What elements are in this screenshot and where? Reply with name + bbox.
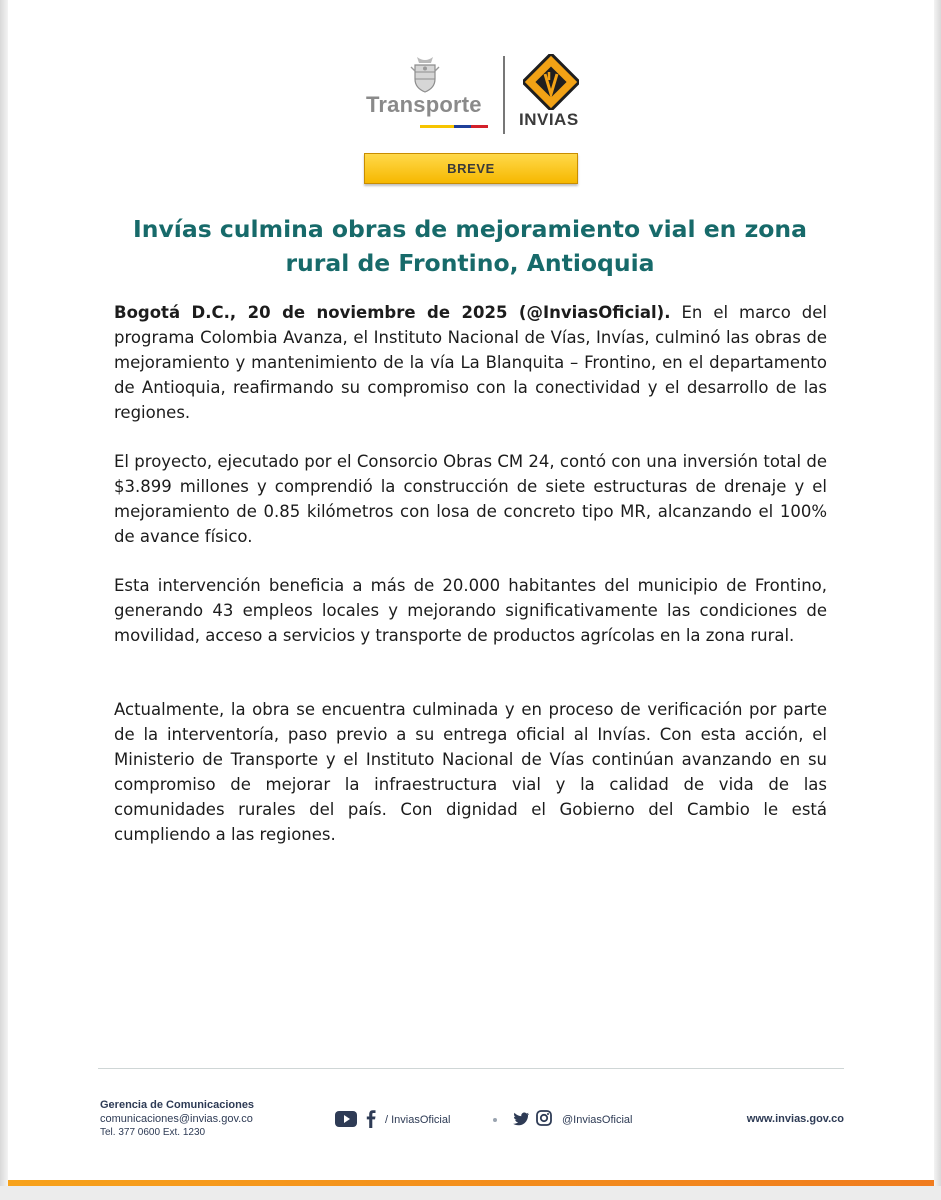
paragraph-2: El proyecto, ejecutado por el Consorcio Obras CM 24, contó con una inversión total de $3.899 millones y comprendió la construcción de siete estructuras de drenaje y el mejoramiento de 0.85 kilómetros con losa de concreto tipo MR, alcanzando el 100% de avance físico.	[114, 452, 827, 546]
invias-logo	[516, 52, 596, 142]
logo-divider	[503, 56, 505, 134]
youtube-icon[interactable]	[335, 1110, 357, 1128]
breve-banner: BREVE	[364, 153, 578, 184]
footer-email[interactable]: comunicaciones@invias.gov.co	[100, 1113, 253, 1125]
page-frame-right	[934, 0, 941, 1200]
article-title: Invías culmina obras de mejoramiento vial en zona rural de Frontino, Antioquia	[133, 215, 807, 277]
footer-social	[335, 1110, 655, 1130]
invias-mark-icon	[523, 54, 579, 110]
page-frame-bottom	[0, 1186, 941, 1200]
twitter-icon[interactable]	[512, 1110, 530, 1128]
footer-handle-1[interactable]: / InviasOficial	[385, 1114, 451, 1126]
footer-website[interactable]: www.invias.gov.co	[746, 1113, 844, 1125]
instagram-icon[interactable]	[536, 1110, 552, 1126]
footer-phone: Tel. 377 0600 Ext. 1230	[100, 1127, 206, 1138]
page-frame-left	[0, 0, 8, 1200]
footer-contact	[100, 1098, 300, 1140]
header-logos	[360, 52, 600, 142]
footer-accent-strip	[8, 1180, 934, 1186]
paragraph-1	[114, 300, 827, 425]
ministry-name: Transporte	[366, 92, 482, 117]
paragraph-4: Actualmente, la obra se encuentra culminada y en proceso de verificación por parte de la interventoría, paso previo a su entrega oficial al Invías. Con esta acción, el Ministerio de Transporte y el Instituto Nacional de Vías continúan avanzando en su compromiso de mejorar la infraestructura vial y la calidad de vida de las comunidades rurales del país. Con dignidad el Gobierno del Cambio le está cumpliendo a las regiones.	[114, 700, 827, 844]
paragraph-3: Esta intervención beneficia a más de 20.000 habitantes del municipio de Frontino, generando 43 empleos locales y mejorando significativamente las condiciones de movilidad, acceso a servicios y transporte de productos agrícolas en la zona rural.	[114, 576, 827, 645]
paragraph-1-text: En el marco del programa Colombia Avanza, el Instituto Nacional de Vías, Invías, culminó las obras de mejoramiento y mantenimiento de la vía La Blanquita – Frontino, en el departamento de Antioquia, reafirmando su compromiso con la conectividad y el desarrollo de las regiones.	[114, 303, 827, 422]
footer-separator-dot	[493, 1118, 497, 1122]
footer-department: Gerencia de Comunicaciones	[100, 1099, 255, 1111]
colombia-flag-bar	[420, 125, 488, 128]
agency-name: INVIAS	[519, 110, 579, 129]
coat-of-arms-icon	[408, 55, 442, 93]
ministry-logo	[360, 52, 495, 142]
footer-divider	[98, 1068, 844, 1069]
footer-handle-2[interactable]: @InviasOficial	[562, 1114, 633, 1126]
dateline: Bogotá D.C., 20 de noviembre de 2025 (@InviasOficial).	[114, 303, 671, 322]
facebook-icon[interactable]	[365, 1110, 377, 1128]
